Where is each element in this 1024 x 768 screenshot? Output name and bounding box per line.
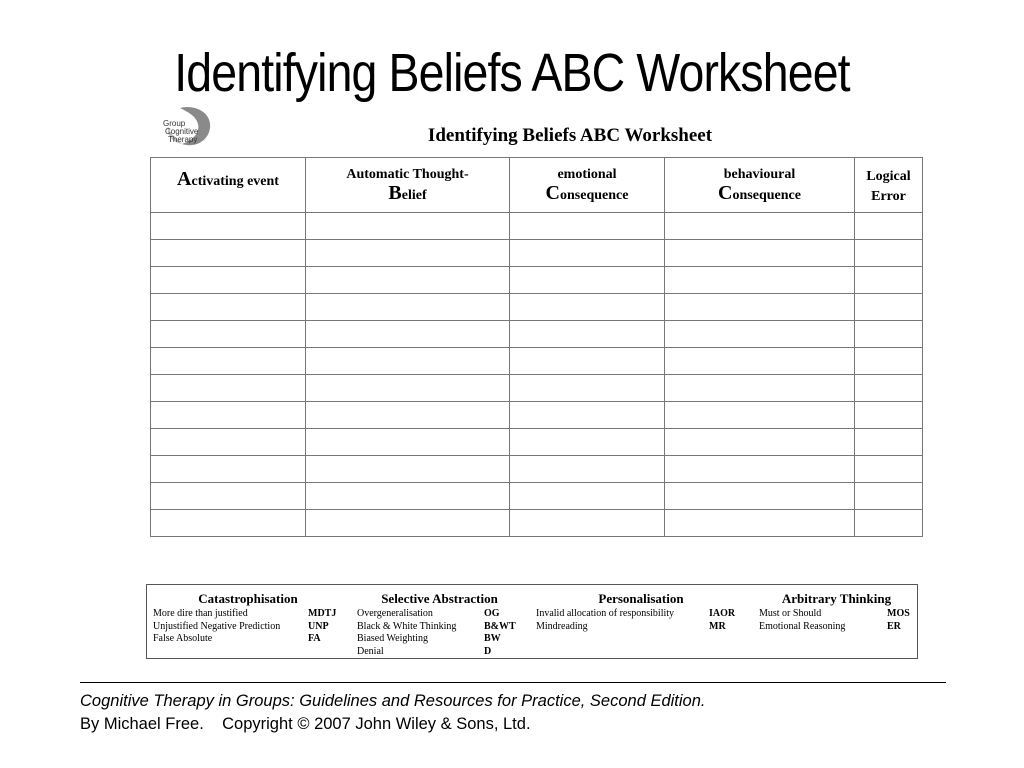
footer-citation [80, 690, 706, 736]
legend-item: Must or Should MOS [759, 608, 910, 619]
worksheet-blank-cell[interactable] [855, 213, 923, 240]
worksheet-blank-cell[interactable] [510, 321, 665, 348]
slide-title: Identifying Beliefs ABC Worksheet [174, 43, 850, 103]
legend-item: Mindreading MR [536, 620, 726, 632]
worksheet-blank-cell[interactable] [665, 294, 855, 321]
footer-book-title: Cognitive Therapy in Groups: Guidelines and Resources for Practice, Second Edition. [80, 692, 706, 710]
worksheet-blank-cell[interactable] [306, 213, 510, 240]
worksheet-blank-cell[interactable] [151, 429, 306, 456]
legend-group-selective-abstraction [357, 591, 522, 658]
worksheet-blank-cell[interactable] [855, 510, 923, 537]
legend-heading: Arbitrary Thinking [781, 591, 892, 606]
worksheet-row [151, 402, 923, 429]
worksheet-row [151, 294, 923, 321]
legend-group-arbitrary-thinking [759, 591, 914, 633]
worksheet-title: Identifying Beliefs ABC Worksheet [427, 125, 713, 146]
worksheet-blank-cell[interactable] [151, 510, 306, 537]
logo-text: Group Cognitive Therapy [163, 119, 199, 144]
legend-heading: Personalisation [598, 591, 684, 606]
worksheet-blank-cell[interactable] [306, 240, 510, 267]
worksheet-blank-cell[interactable] [306, 348, 510, 375]
worksheet-blank-cell[interactable] [510, 348, 665, 375]
worksheet-row [151, 429, 923, 456]
legend-item: More dire than justified MDTJ [153, 608, 337, 619]
worksheet-blank-cell[interactable] [665, 240, 855, 267]
worksheet-blank-cell[interactable] [306, 510, 510, 537]
logical-error-legend [146, 584, 918, 659]
worksheet-blank-cell[interactable] [510, 240, 665, 267]
worksheet-blank-cell[interactable] [855, 429, 923, 456]
worksheet-blank-cell[interactable] [665, 348, 855, 375]
legend-item: Denial D [357, 645, 492, 657]
worksheet-blank-cell[interactable] [665, 483, 855, 510]
worksheet-blank-cell[interactable] [855, 348, 923, 375]
worksheet-row [151, 483, 923, 510]
worksheet-blank-cell[interactable] [306, 483, 510, 510]
worksheet-blank-cell[interactable] [855, 483, 923, 510]
worksheet-blank-cell[interactable] [855, 375, 923, 402]
legend-item: Emotional Reasoning ER [759, 620, 901, 632]
worksheet-blank-cell[interactable] [855, 240, 923, 267]
worksheet-blank-cell[interactable] [665, 321, 855, 348]
legend-item: Overgeneralisation OG [357, 608, 500, 619]
worksheet-blank-cell[interactable] [665, 213, 855, 240]
worksheet-row [151, 321, 923, 348]
worksheet-blank-cell[interactable] [510, 483, 665, 510]
table-header-row [151, 158, 923, 213]
worksheet-blank-cell[interactable] [151, 321, 306, 348]
legend-group-catastrophisation [153, 591, 343, 646]
worksheet-blank-cell[interactable] [151, 213, 306, 240]
worksheet-row [151, 375, 923, 402]
worksheet-row [151, 348, 923, 375]
worksheet-blank-cell[interactable] [151, 294, 306, 321]
abc-worksheet-table [150, 157, 923, 537]
worksheet-blank-cell[interactable] [306, 321, 510, 348]
column-header-activating-event: Activating event [151, 158, 306, 213]
worksheet-blank-cell[interactable] [855, 267, 923, 294]
worksheet-blank-cell[interactable] [510, 294, 665, 321]
worksheet-blank-cell[interactable] [510, 510, 665, 537]
worksheet-blank-cell[interactable] [151, 267, 306, 294]
group-cognitive-therapy-logo [160, 104, 216, 150]
worksheet-blank-cell[interactable] [665, 510, 855, 537]
column-header-behavioural-consequence: behavioural Consequence [665, 158, 855, 213]
worksheet-row [151, 267, 923, 294]
worksheet-blank-cell[interactable] [151, 402, 306, 429]
worksheet-blank-cell[interactable] [665, 402, 855, 429]
worksheet-blank-cell[interactable] [151, 240, 306, 267]
worksheet-blank-cell[interactable] [665, 375, 855, 402]
column-header-logical-error: Logical Error [855, 158, 923, 213]
worksheet-row [151, 213, 923, 240]
worksheet-blank-cell[interactable] [306, 456, 510, 483]
worksheet-blank-cell[interactable] [306, 294, 510, 321]
worksheet-blank-cell[interactable] [665, 456, 855, 483]
worksheet-row [151, 510, 923, 537]
worksheet-blank-cell[interactable] [306, 375, 510, 402]
worksheet-blank-cell[interactable] [151, 456, 306, 483]
worksheet-blank-cell[interactable] [151, 483, 306, 510]
legend-heading: Catastrophisation [198, 591, 298, 606]
worksheet-row [151, 240, 923, 267]
worksheet-blank-cell[interactable] [510, 213, 665, 240]
worksheet-blank-cell[interactable] [855, 402, 923, 429]
worksheet-blank-cell[interactable] [151, 348, 306, 375]
column-header-automatic-thought-belief: Automatic Thought- Belief [306, 158, 510, 213]
worksheet-blank-cell[interactable] [306, 402, 510, 429]
worksheet-blank-cell[interactable] [510, 456, 665, 483]
worksheet-blank-cell[interactable] [510, 267, 665, 294]
worksheet-row [151, 456, 923, 483]
legend-item: Unjustified Negative Prediction UNP [153, 620, 329, 632]
footer-divider [80, 682, 946, 683]
worksheet-blank-cell[interactable] [151, 375, 306, 402]
worksheet-blank-cell[interactable] [665, 429, 855, 456]
legend-heading: Selective Abstraction [381, 591, 498, 606]
legend-item: False Absolute FA [153, 633, 321, 644]
worksheet-blank-cell[interactable] [510, 402, 665, 429]
legend-item: Invalid allocation of responsibility IAOR [536, 608, 736, 619]
footer-copyright: By Michael Free. Copyright © 2007 John Wiley & Sons, Ltd. [80, 715, 531, 733]
worksheet-blank-cell[interactable] [665, 267, 855, 294]
legend-item: Black & White Thinking B&WT [357, 620, 516, 632]
worksheet-blank-cell[interactable] [510, 429, 665, 456]
legend-group-personalisation [536, 591, 746, 633]
worksheet-blank-cell[interactable] [306, 429, 510, 456]
worksheet-blank-cell[interactable] [855, 321, 923, 348]
worksheet-blank-cell[interactable] [855, 294, 923, 321]
column-header-emotional-consequence: emotional Consequence [510, 158, 665, 213]
legend-item: Biased Weighting BW [357, 633, 501, 644]
worksheet-blank-cell[interactable] [306, 267, 510, 294]
worksheet-blank-cell[interactable] [855, 456, 923, 483]
worksheet-blank-cell[interactable] [510, 375, 665, 402]
